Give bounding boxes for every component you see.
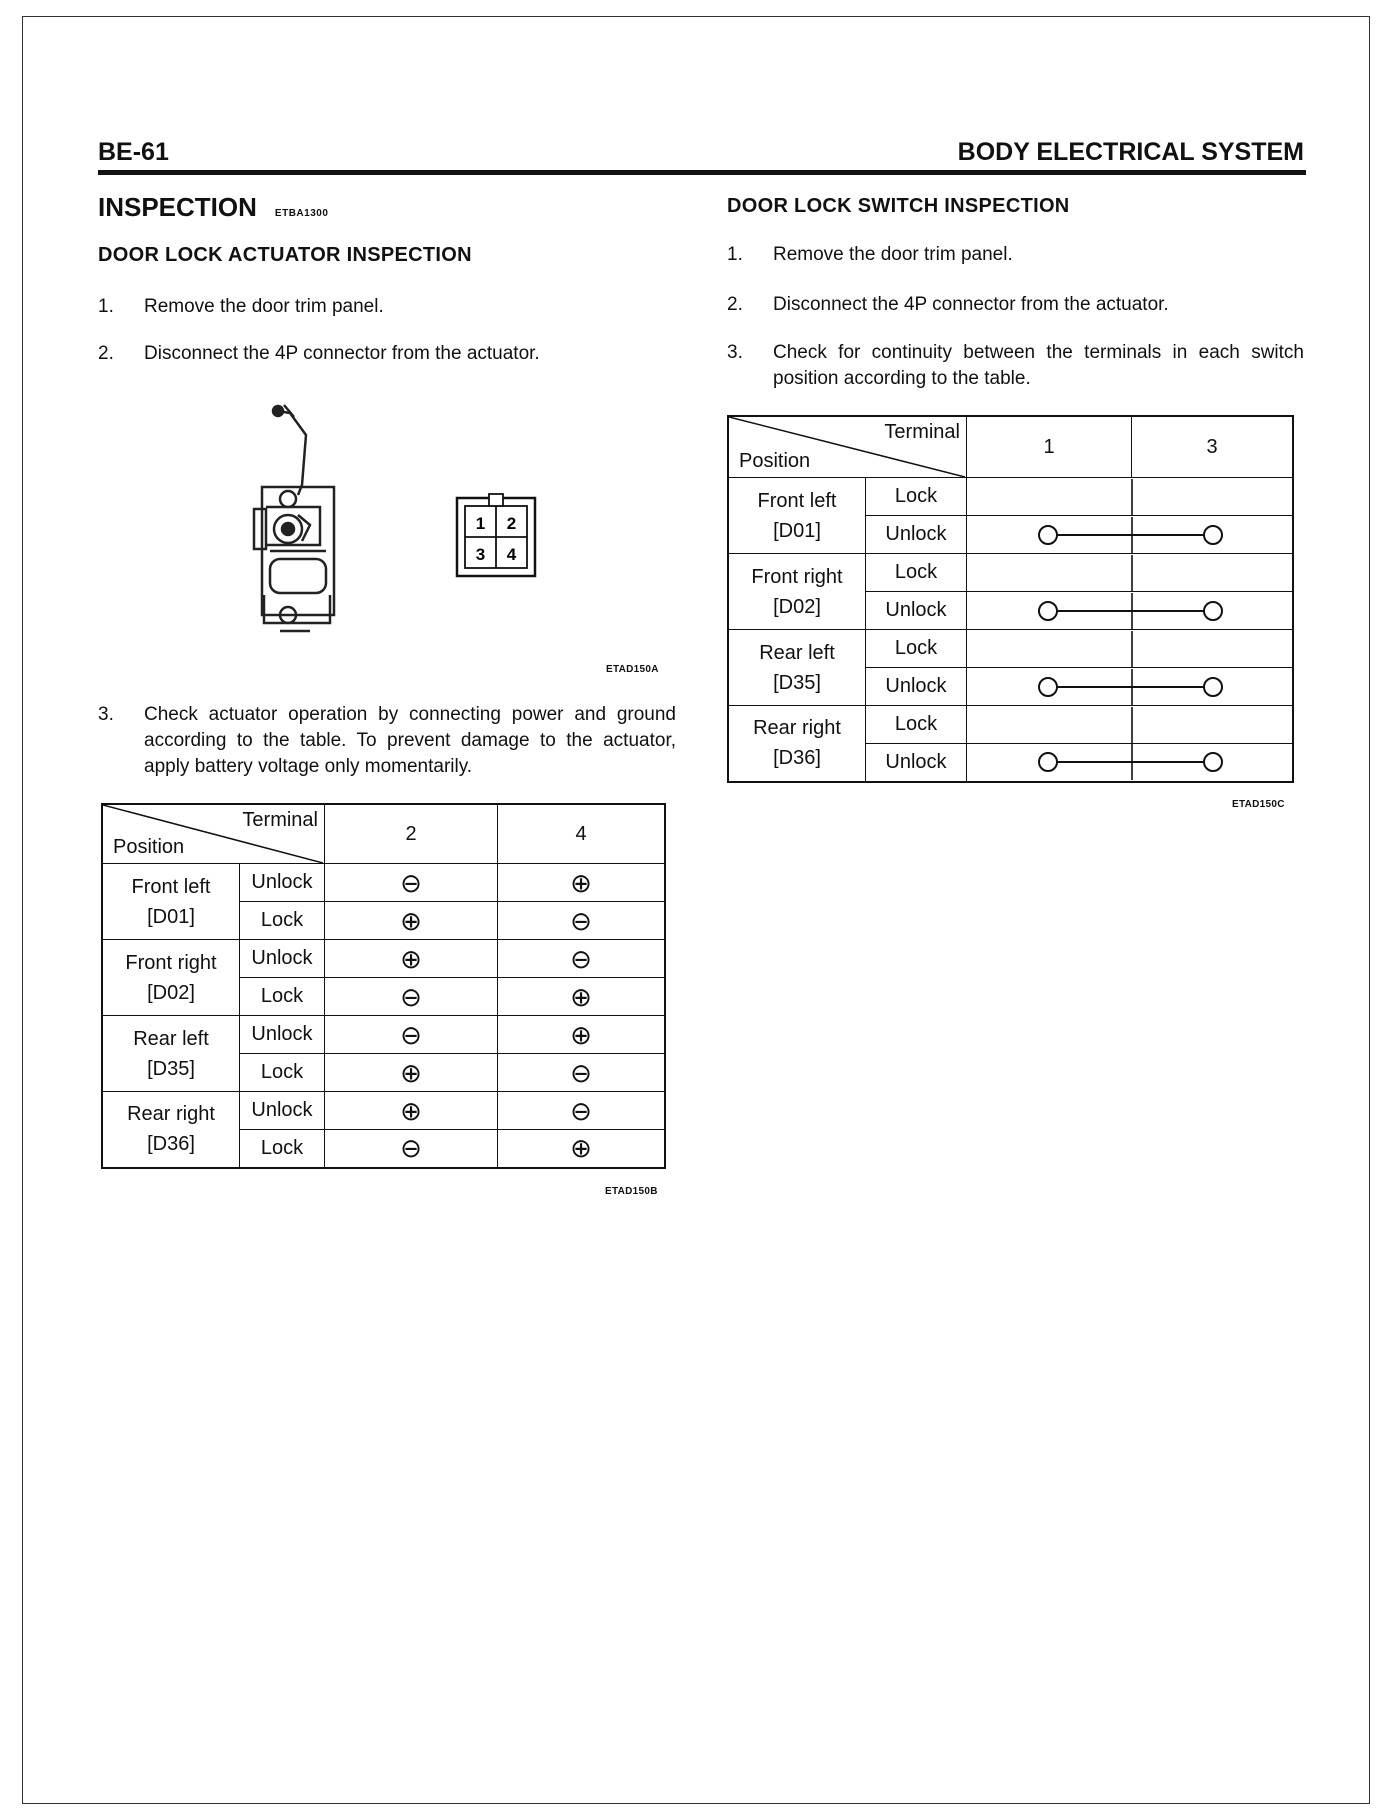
switch-continuity-table <box>727 415 1294 783</box>
position-name: Front right <box>125 951 217 974</box>
position-code: [D36] <box>147 1133 195 1156</box>
switch-subtitle: DOOR LOCK SWITCH INSPECTION <box>727 195 1070 217</box>
terminal-3-node <box>1204 602 1222 620</box>
corner-position-label: Position <box>113 836 185 858</box>
state-cell: Lock <box>240 978 325 1016</box>
connector-pin-4: 4 <box>506 545 517 564</box>
continuity-diagram <box>968 479 1292 515</box>
terminal-1-node <box>1039 678 1057 696</box>
state-cell: Unlock <box>240 864 325 902</box>
continuity-cell <box>967 554 1294 592</box>
polarity-cell: ⊖ <box>325 864 498 902</box>
continuity-diagram <box>968 593 1292 629</box>
position-code: [D02] <box>773 595 821 618</box>
state-cell: Lock <box>866 478 967 516</box>
position-cell <box>728 554 866 630</box>
terminal-3-node <box>1204 753 1222 771</box>
state-cell: Lock <box>240 1130 325 1168</box>
state-cell: Unlock <box>866 744 967 782</box>
state-cell: Unlock <box>866 592 967 630</box>
door-lock-actuator-illustration <box>240 395 360 635</box>
position-name: Rear left <box>759 641 835 664</box>
position-name: Rear left <box>133 1027 209 1050</box>
step-number: 2. <box>727 294 743 315</box>
continuity-cell <box>967 744 1294 782</box>
position-code: [D36] <box>773 747 821 770</box>
continuity-diagram <box>968 517 1292 553</box>
step-number: 2. <box>98 343 114 364</box>
polarity-cell: ⊖ <box>498 1092 666 1130</box>
continuity-cell <box>967 516 1294 554</box>
polarity-cell: ⊕ <box>498 864 666 902</box>
actuator-step-2 <box>98 341 676 367</box>
state-cell: Lock <box>866 706 967 744</box>
polarity-cell: ⊖ <box>325 978 498 1016</box>
step-text: Remove the door trim panel. <box>144 296 384 317</box>
connector-pin-1: 1 <box>475 514 486 533</box>
continuity-cell <box>967 478 1294 516</box>
column-header: 4 <box>498 804 666 864</box>
step-text: Check actuator operation by connecting power and ground according to the table. To prevent damage to the actuator, apply battery voltage only momentarily. <box>144 704 676 777</box>
polarity-cell: ⊖ <box>498 1054 666 1092</box>
column-header: 1 <box>967 416 1132 478</box>
position-code: [D02] <box>147 981 195 1004</box>
polarity-cell: ⊕ <box>325 1054 498 1092</box>
position-cell <box>102 1016 240 1092</box>
switch-step-3 <box>727 340 1304 392</box>
step-number: 1. <box>98 296 114 317</box>
position-cell <box>728 706 866 782</box>
connector-pin-2: 2 <box>506 514 517 533</box>
step-number: 3. <box>98 704 114 725</box>
position-code: [D01] <box>773 519 821 542</box>
polarity-cell: ⊖ <box>498 940 666 978</box>
continuity-diagram <box>968 669 1292 705</box>
continuity-cell <box>967 706 1294 744</box>
step-number: 1. <box>727 244 743 265</box>
step-number: 3. <box>727 342 743 363</box>
state-cell: Lock <box>866 554 967 592</box>
state-cell: Lock <box>866 630 967 668</box>
position-name: Rear right <box>127 1103 215 1126</box>
polarity-cell: ⊕ <box>498 1130 666 1168</box>
connector-pin-3: 3 <box>475 545 486 564</box>
position-cell <box>728 478 866 554</box>
page-code: BE-61 <box>98 138 169 166</box>
header-rule <box>98 170 1306 175</box>
actuator-step-1 <box>98 294 676 320</box>
state-cell: Lock <box>240 902 325 940</box>
position-code: [D01] <box>147 905 195 928</box>
step-text: Disconnect the 4P connector from the actuator. <box>773 294 1169 315</box>
state-cell: Unlock <box>866 668 967 706</box>
position-cell <box>728 630 866 706</box>
polarity-cell: ⊕ <box>325 1092 498 1130</box>
state-cell: Unlock <box>240 1016 325 1054</box>
step-text: Disconnect the 4P connector from the actuator. <box>144 343 540 364</box>
polarity-cell: ⊖ <box>325 1130 498 1168</box>
table-corner <box>728 416 967 478</box>
position-name: Front left <box>757 489 837 512</box>
continuity-diagram <box>968 555 1292 591</box>
position-cell <box>102 1092 240 1168</box>
position-name: Rear right <box>753 717 841 740</box>
state-cell: Unlock <box>866 516 967 554</box>
inspection-code: ETBA1300 <box>274 208 329 219</box>
inspection-title <box>98 192 328 223</box>
continuity-cell <box>967 592 1294 630</box>
position-cell <box>102 940 240 1016</box>
terminal-3-node <box>1204 678 1222 696</box>
position-code: [D35] <box>147 1057 195 1080</box>
table-corner <box>102 804 325 864</box>
actuator-subtitle: DOOR LOCK ACTUATOR INSPECTION <box>98 244 472 266</box>
figure-code-a: ETAD150A <box>606 664 659 675</box>
terminal-1-node <box>1039 753 1057 771</box>
position-name: Front right <box>751 565 843 588</box>
corner-terminal-label: Terminal <box>884 421 960 443</box>
actuator-step-3 <box>98 702 676 780</box>
section-title: BODY ELECTRICAL SYSTEM <box>957 138 1304 166</box>
continuity-diagram <box>968 631 1292 667</box>
corner-position-label: Position <box>739 450 811 472</box>
column-header: 2 <box>325 804 498 864</box>
position-code: [D35] <box>773 671 821 694</box>
state-cell: Unlock <box>240 940 325 978</box>
corner-terminal-label: Terminal <box>242 809 318 831</box>
continuity-diagram <box>968 744 1292 780</box>
continuity-cell <box>967 630 1294 668</box>
polarity-cell: ⊕ <box>325 902 498 940</box>
column-header: 3 <box>1132 416 1294 478</box>
polarity-cell: ⊕ <box>498 978 666 1016</box>
figure-code-b: ETAD150B <box>605 1186 658 1197</box>
step-text: Check for continuity between the terminals in each switch position according to the table. <box>773 342 1304 389</box>
position-name: Front left <box>131 875 211 898</box>
switch-step-2 <box>727 292 1304 318</box>
position-cell <box>102 864 240 940</box>
figure-code-c: ETAD150C <box>1232 799 1285 810</box>
polarity-cell: ⊕ <box>325 940 498 978</box>
state-cell: Lock <box>240 1054 325 1092</box>
continuity-diagram <box>968 707 1292 743</box>
state-cell: Unlock <box>240 1092 325 1130</box>
4p-connector-diagram <box>455 490 537 580</box>
terminal-3-node <box>1204 526 1222 544</box>
terminal-1-node <box>1039 602 1057 620</box>
continuity-cell <box>967 668 1294 706</box>
terminal-1-node <box>1039 526 1057 544</box>
inspection-title-text: INSPECTION <box>98 192 257 222</box>
actuator-operation-table <box>101 803 666 1169</box>
polarity-cell: ⊖ <box>325 1016 498 1054</box>
switch-step-1 <box>727 242 1304 268</box>
polarity-cell: ⊕ <box>498 1016 666 1054</box>
polarity-cell: ⊖ <box>498 902 666 940</box>
step-text: Remove the door trim panel. <box>773 244 1013 265</box>
